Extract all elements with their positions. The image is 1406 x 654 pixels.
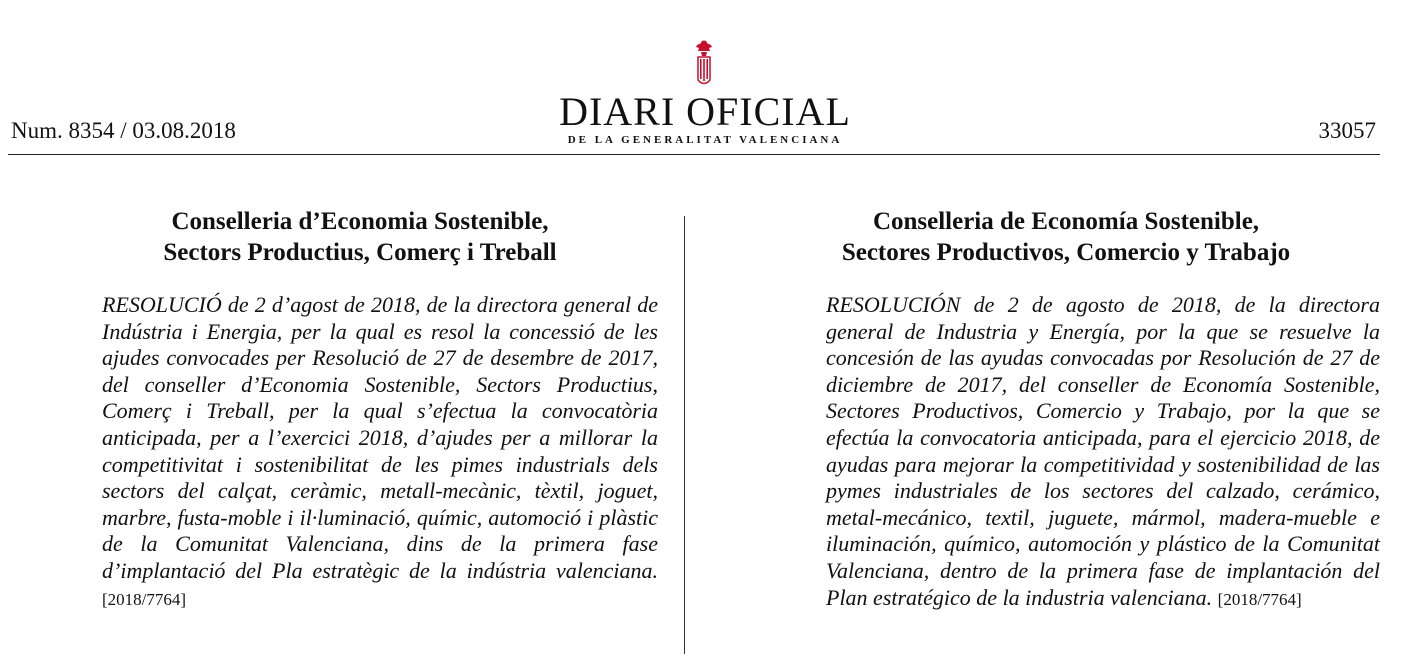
generalitat-emblem-icon [692, 40, 716, 88]
column-divider [684, 216, 685, 654]
right-column-spanish [752, 206, 1380, 613]
department-line: Conselleria d’Economia Sostenible, [171, 208, 549, 235]
masthead-title: DIARI OFICIAL [559, 89, 851, 134]
masthead-subtitle: DE LA GENERALITAT VALENCIANA [567, 134, 843, 146]
reference-code: [2018/7764] [1217, 589, 1302, 609]
resolution-text: RESOLUCIÓ de 2 d’agost de 2018, de la directora general de Indústria i Energia, per la qual es resol la concessió de les ajudes convocades per Resolució de 27 de desembre de 2017, del conseller d’Economia Sostenible, Sectors Productius, Comerç i Treball, per la qual s’efectua la convocatòria anticipada, per a l’exercici 2018, d’ajudes per a millorar la competitivitat i sostenibilitat de les pimes industrials dels sectors del calçat, ceràmic, metall-mecànic, tèxtil, joguet, marbre, fusta-moble i il·luminació, químic, automoció i plàstic de la Comunitat Valenciana, dins de la primera fase d’implantació del Pla estratègic de la indústria valenciana. [102, 292, 658, 583]
masthead [520, 90, 890, 146]
header-divider [8, 154, 1380, 155]
department-heading [752, 206, 1380, 268]
resolution-text: RESOLUCIÓN de 2 de agosto de 2018, de la directora general de Industria y Energía, por la que se resuelve la concesión de las ayudas convocadas por Resolución de 27 de diciembre de 2017, del conseller de Economía Sostenible, Sectores Productivos, Comercio y Trabajo, por la que se efectúa la convocatoria anticipada, para el ejercicio 2018, de ayudas para mejorar la competitividad y sostenibilidad de las pymes industriales de los sectores del calzado, cerámico, metal-mecánico, textil, juguete, mármol, madera-mueble e iluminación, químico, automoción y plástico de la Comunitat Valenciana, dentro de la primera fase de implantación del Plan estratégico de la industria valenciana. [826, 292, 1380, 610]
left-column-valencian [62, 206, 658, 613]
department-line: Sectors Productius, Comerç i Treball [163, 239, 557, 266]
reference-code: [2018/7764] [102, 589, 187, 609]
department-heading [62, 206, 658, 268]
department-line: Sectores Productivos, Comercio y Trabajo [841, 239, 1291, 266]
resolution-summary [826, 292, 1380, 613]
department-line: Conselleria de Economía Sostenible, [872, 208, 1260, 235]
issue-number-date: Num. 8354 / 03.08.2018 [11, 118, 236, 143]
page-number: 33057 [1318, 118, 1376, 143]
resolution-summary [102, 292, 658, 613]
